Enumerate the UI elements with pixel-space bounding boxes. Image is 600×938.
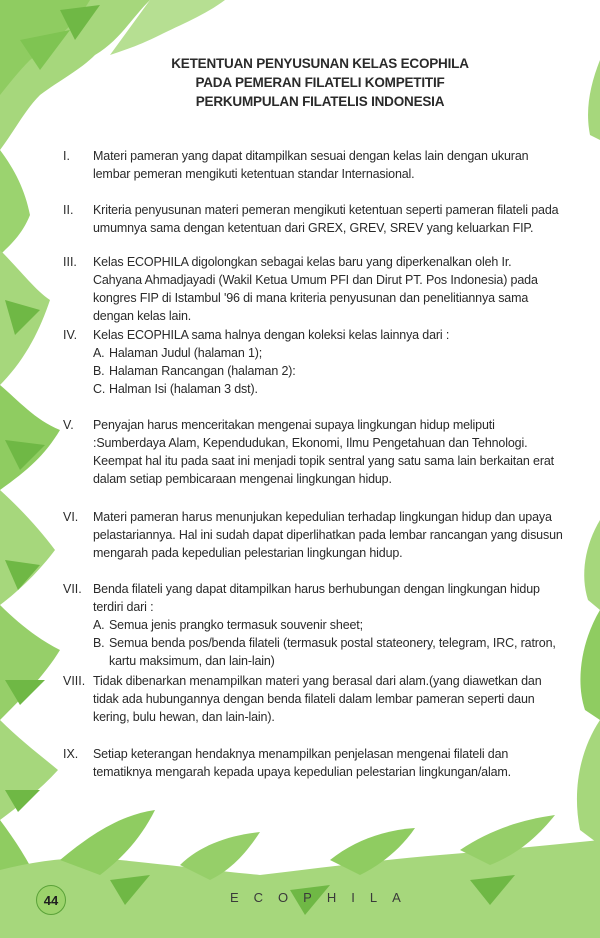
rule-text-block bbox=[93, 580, 563, 670]
sub-item-a bbox=[93, 616, 563, 634]
sub-letter: B. bbox=[93, 364, 105, 378]
rule-number: VIII. bbox=[63, 674, 86, 688]
sub-item-b bbox=[93, 362, 563, 380]
rule-text: Benda filateli yang dapat ditampilkan harus berhubungan dengan lingkungan hidup terdiri dari : bbox=[93, 582, 540, 614]
rule-text: Kelas ECOPHILA sama halnya dengan koleksi kelas lainnya dari : bbox=[93, 328, 450, 342]
rule-text: Penyajan harus menceritakan mengenai supaya lingkungan hidup meliputi :Sumberdaya Alam, Kependudukan, Ekonomi, Ilmu Pengetahuan dan Tehnologi. Keempat hal itu pada saat ini menjadi topik sentral yang satu sama lain berkaitan erat dalam setiap pembicaraan mengenai lingkungan hidup. bbox=[93, 418, 554, 486]
sub-letter: A. bbox=[93, 618, 105, 632]
rule-text: Kriteria penyusunan materi pemeran mengikuti ketentuan seperti pameran filateli pada umumnya sama dengan ketentuan dari GREX, GREV, SREV yang keluarkan FIP. bbox=[93, 203, 559, 235]
rule-number: IX. bbox=[63, 747, 79, 761]
sub-letter: B. bbox=[93, 636, 105, 650]
rule-text: Materi pameran yang dapat ditampilkan sesuai dengan kelas lain dengan ukuran lembar pemeran mengikuti ketentuan standar Internasional. bbox=[93, 149, 529, 181]
title-line-3: PERKUMPULAN FILATELIS INDONESIA bbox=[195, 94, 445, 109]
footer-label: ECOPHILA bbox=[230, 890, 416, 905]
sub-text: Halman Isi (halaman 3 dst). bbox=[109, 382, 258, 396]
rule-text: Kelas ECOPHILA digolongkan sebagai kelas baru yang diperkenalkan oleh Ir. Cahyana Ahmadjayadi (Wakil Ketua Umum PFI dan Dirut PT. Pos Indonesia) pada kongres FIP di Istambul '96 di mana kriteria penyusunan dan penelitiannya sama dengan kelas lain. bbox=[93, 255, 538, 323]
sub-letter: A. bbox=[93, 346, 105, 360]
page-number-badge bbox=[36, 885, 66, 915]
rule-number: IV. bbox=[63, 328, 78, 342]
page-number: 44 bbox=[43, 892, 59, 908]
title-line-2: PADA PEMERAN FILATELI KOMPETITIF bbox=[195, 75, 445, 90]
sub-text: Semua benda pos/benda filateli (termasuk postal stateonery, telegram, IRC, ratron, kartu maksimum, dan lain-lain) bbox=[109, 636, 556, 668]
rule-number: V. bbox=[63, 418, 74, 432]
sub-item-c bbox=[93, 380, 563, 398]
rule-number: III. bbox=[63, 255, 77, 269]
sub-item-a bbox=[93, 344, 563, 362]
sub-letter: C. bbox=[93, 382, 106, 396]
rule-number: VII. bbox=[63, 582, 82, 596]
rule-number: II. bbox=[63, 203, 74, 217]
sub-text: Halaman Rancangan (halaman 2): bbox=[109, 364, 296, 378]
document-title bbox=[120, 54, 520, 111]
rule-text: Materi pameran harus menunjukan kepedulian terhadap lingkungan hidup dan upaya pelastariannya. Hal ini sudah dapat diperlihatkan pada lembar rancangan yang disusun mengarah pada kepedulian pelestarian lingkungan hidup. bbox=[93, 510, 563, 560]
sub-text: Semua jenis prangko termasuk souvenir sheet; bbox=[109, 618, 363, 632]
rule-number: I. bbox=[63, 149, 70, 163]
rule-number: VI. bbox=[63, 510, 79, 524]
sub-text: Halaman Judul (halaman 1); bbox=[109, 346, 263, 360]
rule-text: Setiap keterangan hendaknya menampilkan penjelasan mengenai filateli dan tematiknya mengarah kepada upaya kepedulian pelestarian lingkungan/alam. bbox=[93, 747, 511, 779]
title-line-1: KETENTUAN PENYUSUNAN KELAS ECOPHILA bbox=[171, 56, 469, 71]
sub-item-b bbox=[93, 634, 563, 670]
rule-text-block bbox=[93, 326, 563, 398]
rule-text: Tidak dibenarkan menampilkan materi yang berasal dari alam.(yang diawetkan dan tidak ada hubungannya dengan benda filateli dalam lembar pameran seperti daun kering, bulu hewan, dan lain-lain). bbox=[93, 674, 542, 724]
